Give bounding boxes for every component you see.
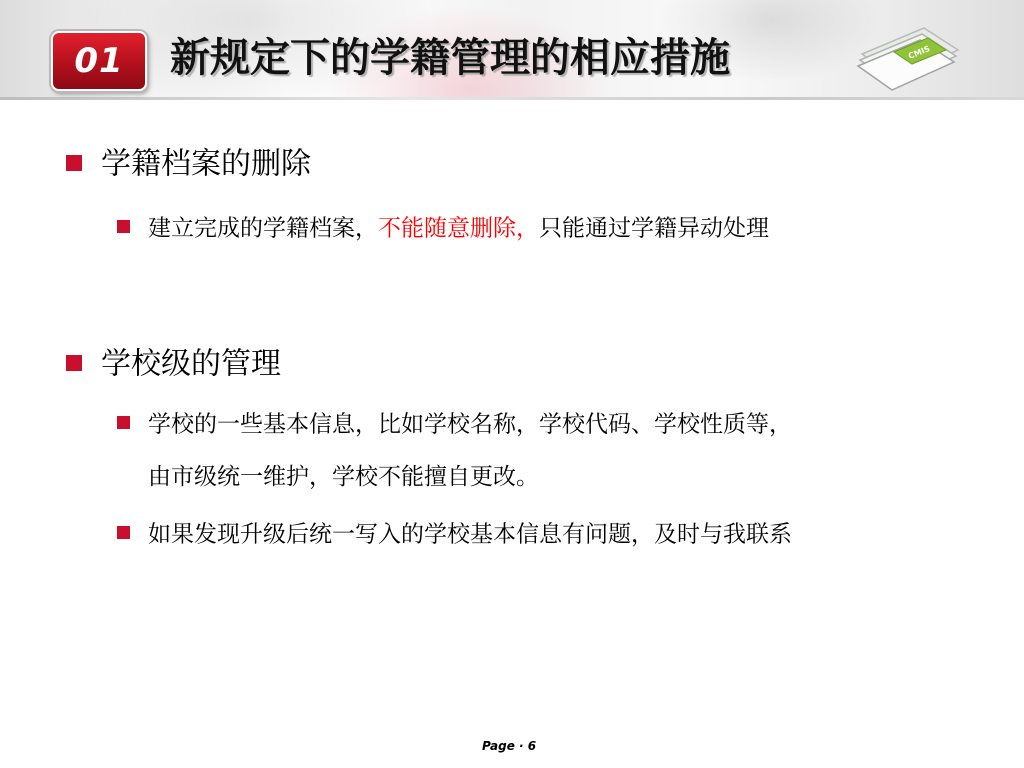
square-bullet-icon xyxy=(66,355,82,371)
square-bullet-icon xyxy=(66,155,82,171)
square-bullet-icon xyxy=(117,416,130,429)
item-text-before: 建立完成的学籍档案， xyxy=(148,215,378,242)
list-item-text xyxy=(148,216,769,242)
cmis-logo-label: CMIS xyxy=(907,44,932,61)
square-bullet-icon xyxy=(117,526,130,539)
header-banner xyxy=(0,0,1024,100)
section-number: 01 xyxy=(74,41,124,81)
item-text-highlight: 不能随意删除， xyxy=(378,215,539,242)
slide-title: 新规定下的学籍管理的相应措施 xyxy=(170,35,730,81)
list-item xyxy=(117,213,769,243)
section-number-badge xyxy=(51,31,147,91)
page-label: Page xyxy=(482,739,515,753)
list-item-text: 学校的一些基本信息，比如学校名称，学校代码、学校性质等， xyxy=(148,411,792,438)
item-text-after: 只能通过学籍异动处理 xyxy=(539,215,769,242)
square-bullet-icon xyxy=(117,220,130,233)
section-heading-text: 学籍档案的删除 xyxy=(101,146,311,182)
page-separator: · xyxy=(519,739,524,753)
section-heading-text: 学校级的管理 xyxy=(101,346,281,382)
section-heading-2 xyxy=(66,346,281,382)
page-number: 6 xyxy=(527,739,537,753)
section-heading-1 xyxy=(66,146,311,182)
banner-divider xyxy=(0,97,1024,100)
list-item-continuation: 由市级统一维护，学校不能擅自更改。 xyxy=(148,464,539,490)
list-item xyxy=(117,409,792,439)
cmis-logo-icon xyxy=(852,16,964,96)
list-item-text: 如果发现升级后统一写入的学校基本信息有问题，及时与我联系 xyxy=(148,521,792,548)
page-footer xyxy=(482,736,536,756)
list-item xyxy=(117,519,792,549)
